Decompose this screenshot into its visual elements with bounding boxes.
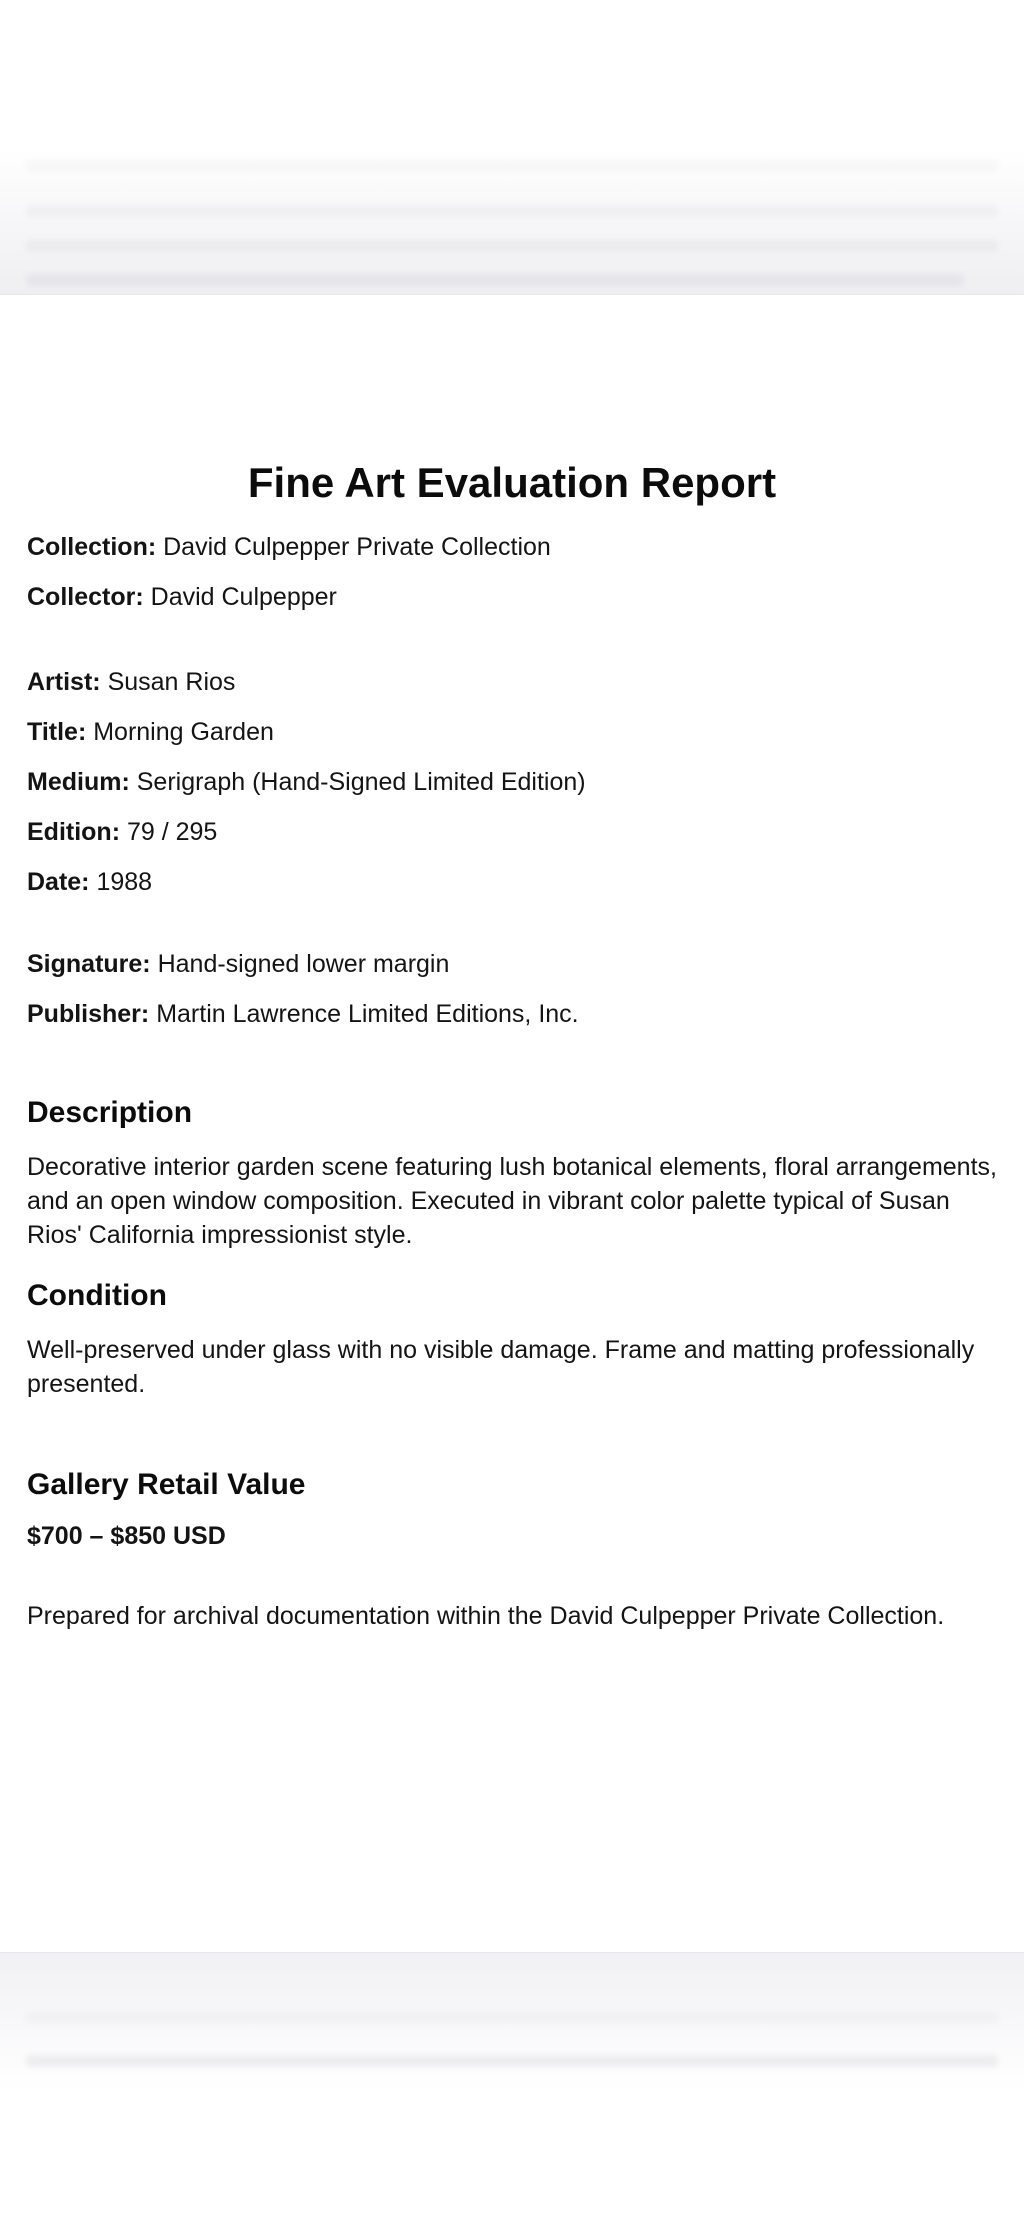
- ghost-text-row: [26, 2055, 998, 2067]
- condition-text: Well-preserved under glass with no visible damage. Frame and matting professionally presented.: [27, 1336, 975, 1398]
- meta-line-title: [27, 718, 997, 747]
- meta-label: Collector:: [27, 583, 144, 611]
- page-title: Fine Art Evaluation Report: [247, 459, 777, 506]
- meta-label: Date:: [27, 868, 90, 896]
- meta-line-medium: [27, 768, 997, 797]
- meta-label: Collection:: [27, 533, 157, 561]
- meta-value: David Culpepper: [150, 583, 337, 611]
- meta-label: Title:: [27, 718, 87, 746]
- meta-line-publisher: [27, 1000, 997, 1029]
- document-page: [27, 0, 997, 1631]
- meta-value: David Culpepper Private Collection: [163, 533, 551, 561]
- meta-label: Medium:: [27, 768, 130, 796]
- meta-value: 79 / 295: [126, 818, 218, 846]
- meta-value: Susan Rios: [107, 668, 236, 696]
- meta-value: 1988: [96, 868, 153, 896]
- meta-label: Signature:: [27, 950, 151, 978]
- meta-line-collector: [27, 583, 997, 612]
- meta-line-edition: [27, 818, 997, 847]
- meta-line-collection: [27, 533, 997, 562]
- meta-label: Edition:: [27, 818, 121, 846]
- meta-label: Artist:: [27, 668, 101, 696]
- meta-label: Publisher:: [27, 1000, 150, 1028]
- meta-line-signature: [27, 950, 997, 979]
- meta-line-date: [27, 868, 997, 897]
- description-text: Decorative interior garden scene featuring lush botanical elements, floral arrangements, and an open window composition. Executed in vibrant color palette typical of Susan Rios' California impressionist style.: [27, 1153, 997, 1249]
- meta-value: Morning Garden: [93, 718, 274, 746]
- meta-value: Hand-signed lower margin: [157, 950, 450, 978]
- meta-value: Serigraph (Hand-Signed Limited Edition): [136, 768, 586, 796]
- section-heading-valuation: Gallery Retail Value: [27, 1468, 306, 1501]
- section-heading-description: Description: [27, 1096, 193, 1129]
- ghost-text-row: [26, 2012, 998, 2024]
- meta-value: Martin Lawrence Limited Editions, Inc.: [156, 1000, 579, 1028]
- section-heading-condition: Condition: [27, 1279, 167, 1312]
- footer-note: Prepared for archival documentation within the David Culpepper Private Collection.: [27, 1602, 945, 1630]
- meta-line-artist: [27, 668, 997, 697]
- valuation-range: $700 – $850 USD: [27, 1522, 226, 1550]
